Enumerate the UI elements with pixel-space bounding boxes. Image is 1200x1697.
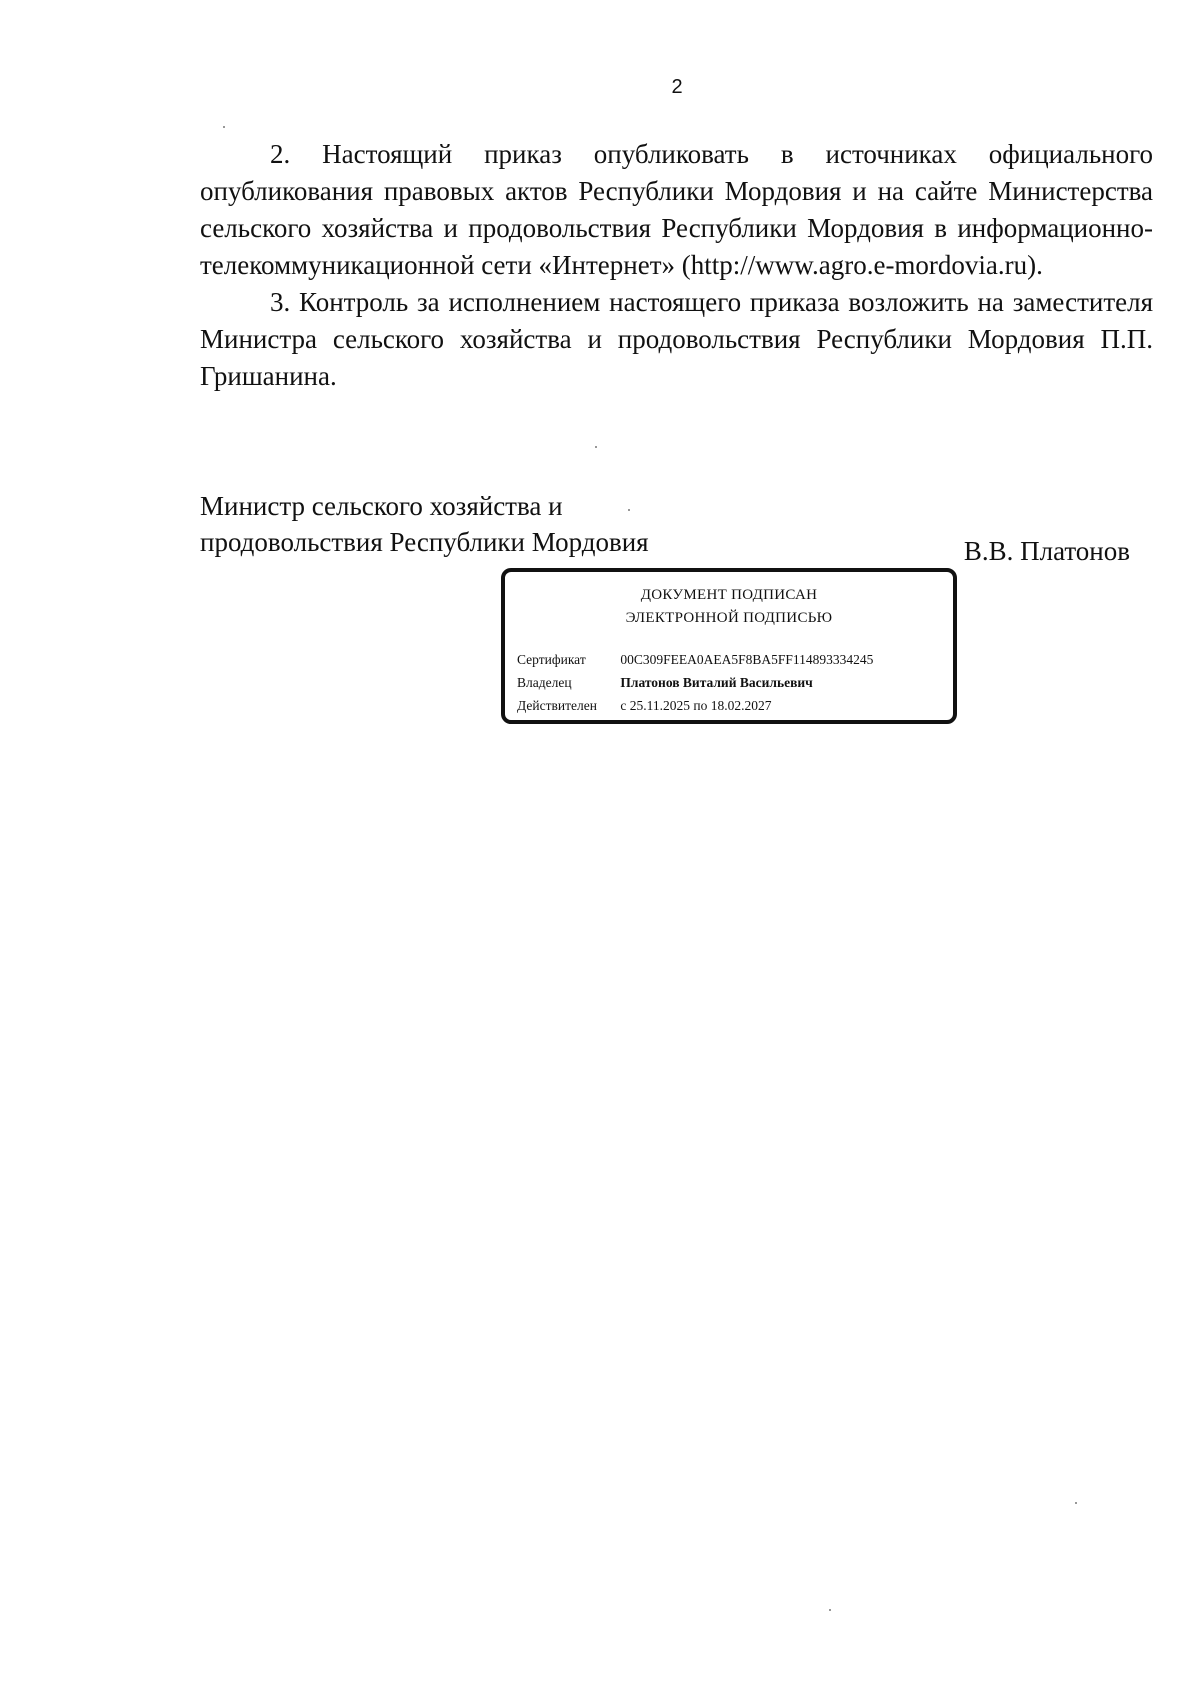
stamp-title bbox=[505, 584, 953, 630]
stamp-validity-row bbox=[517, 694, 873, 717]
paragraph-control: 3. Контроль за исполнением настоящего приказа возложить на заместителя Министра сельского хозяйства и продовольствия Республики Мордовия П.П. Гришанина. bbox=[200, 287, 1153, 391]
stamp-title-line-2: ЭЛЕКТРОННОЙ ПОДПИСЬЮ bbox=[625, 610, 833, 626]
scan-speck bbox=[1075, 1502, 1077, 1504]
scan-speck bbox=[223, 126, 225, 128]
owner-value: Платонов Виталий Васильевич bbox=[620, 675, 813, 690]
signature-block bbox=[200, 488, 1130, 566]
order-body bbox=[200, 136, 1153, 395]
page-number: 2 bbox=[671, 76, 683, 98]
scan-speck bbox=[628, 509, 630, 511]
validity-value: с 25.11.2025 по 18.02.2027 bbox=[620, 698, 772, 713]
certificate-value: 00C309FEEA0AEA5F8BA5FF114893334245 bbox=[620, 652, 874, 667]
scan-speck bbox=[829, 1609, 831, 1611]
owner-label: Владелец bbox=[517, 675, 572, 690]
paragraph-publication: 2. Настоящий приказ опубликовать в источниках официального опубликования правовых актов Республики Мордовия и на сайте Министерства сельского хозяйства и продовольствия Республики Мордовия в информационно-телекоммуникационной сети «Интернет» (http://www.agro.e-mordovia.ru). bbox=[200, 139, 1153, 280]
stamp-certificate-row bbox=[517, 648, 873, 671]
signatory-name: В.В. Платонов bbox=[963, 536, 1130, 566]
signatory-position-line-2: продовольствия Республики Мордовия bbox=[200, 527, 649, 557]
validity-label: Действителен bbox=[517, 698, 597, 713]
stamp-title-line-1: ДОКУМЕНТ ПОДПИСАН bbox=[640, 587, 818, 603]
signatory-position-line-1: Министр сельского хозяйства и bbox=[200, 491, 563, 521]
electronic-signature-stamp bbox=[501, 568, 957, 724]
stamp-owner-row bbox=[517, 671, 873, 694]
certificate-label: Сертификат bbox=[517, 652, 586, 667]
stamp-details bbox=[517, 648, 873, 717]
scan-speck bbox=[595, 446, 597, 448]
